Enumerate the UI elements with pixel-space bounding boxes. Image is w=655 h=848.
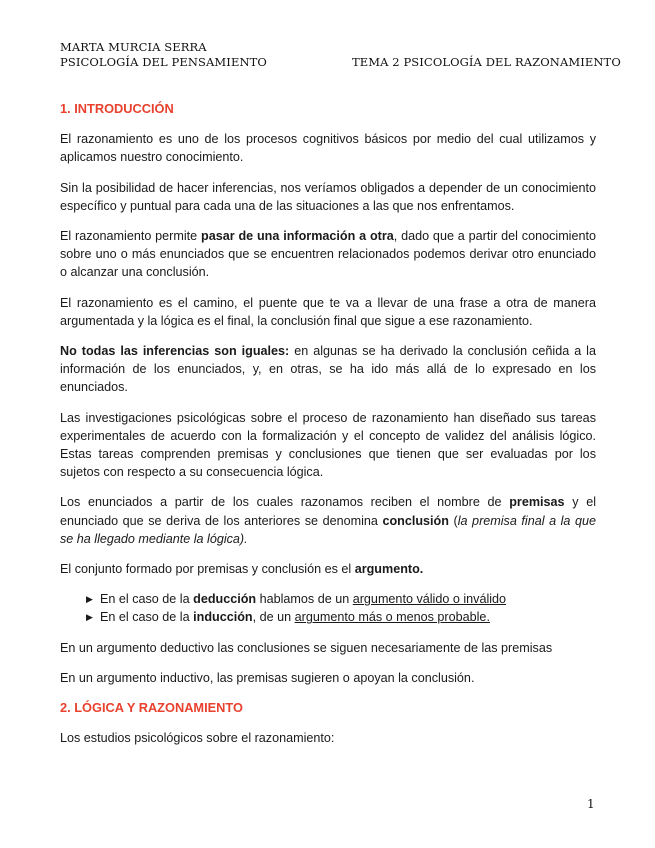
paragraph-text: , dado que a partir del conocimiento sobre uno o más enunciados que se encuentren relacionados podemos derivar otro enunciado o alcanzar una conclusión. bbox=[60, 229, 596, 280]
list-item-text: hablamos de un bbox=[256, 592, 353, 607]
bold-text: argumento. bbox=[354, 562, 424, 577]
paragraph-text: En un argumento deductivo las conclusiones se siguen necesariamente de las premisas bbox=[60, 640, 553, 655]
paragraph-text: El razonamiento es el camino, el puente que te va a llevar de una frase a otra de manera argumentada y la lógica es el final, la conclusión final que sigue a ese razonamiento. bbox=[60, 295, 596, 328]
bold-text: No todas las inferencias son iguales: bbox=[60, 344, 290, 359]
section-heading-logica: 2. LÓGICA Y RAZONAMIENTO bbox=[60, 700, 243, 716]
paragraph bbox=[60, 179, 596, 215]
header-author: MARTA MURCIA SERRA bbox=[60, 40, 207, 54]
paragraph-text: y el enunciado que se deriva de los anteriores se denomina bbox=[60, 495, 596, 528]
underlined-text: argumento válido o inválido bbox=[352, 592, 507, 607]
bold-text: pasar de una información a otra bbox=[201, 229, 394, 244]
paragraph-text: El razonamiento permite bbox=[60, 229, 202, 244]
paragraph-text: Las investigaciones psicológicas sobre el proceso de razonamiento han diseñado sus tareas experimentales de acuerdo con la formalización y el concepto de validez del análisis lógico. Estas tareas comprenden premisas y conclusiones que tienen que ser evaluadas por los sujetos con respecto a su consecuencia lógica. bbox=[60, 410, 596, 480]
header-topic: TEMA 2 PSICOLOGÍA DEL RAZONAMIENTO bbox=[352, 55, 621, 69]
list-item-text: En el caso de la bbox=[100, 592, 194, 607]
list-item bbox=[86, 590, 596, 608]
paragraph bbox=[60, 560, 596, 578]
italic-text: la premisa final a la que se ha llegado mediante la lógica). bbox=[60, 513, 596, 546]
paragraph-text: Sin la posibilidad de hacer inferencias, nos veríamos obligados a depender de un conocimiento específico y puntual para cada una de las situaciones a las que nos enfrentamos. bbox=[60, 180, 596, 213]
paragraph bbox=[60, 493, 596, 548]
bold-text: conclusión bbox=[382, 513, 449, 528]
paragraph bbox=[60, 669, 596, 687]
list-item-text: , de un bbox=[252, 610, 295, 625]
section-heading-introduccion: 1. INTRODUCCIÓN bbox=[60, 101, 174, 116]
paragraph-text: El conjunto formado por premisas y conclusión es el bbox=[60, 562, 355, 577]
paragraph-text: Los estudios psicológicos sobre el razonamiento: bbox=[60, 731, 335, 746]
paragraph bbox=[60, 729, 596, 747]
triangle-bullet-icon: ▶ bbox=[86, 594, 93, 605]
document-body bbox=[60, 100, 596, 759]
paragraph bbox=[60, 294, 596, 330]
paragraph-text: En un argumento inductivo, las premisas sugieren o apoyan la conclusión. bbox=[60, 670, 475, 685]
bullet-list bbox=[60, 590, 596, 626]
paragraph-text: en algunas se ha derivado la conclusión ceñida a la información de los enunciados, y, en otras, se ha ido más allá de lo expresado en los enunciados. bbox=[60, 344, 596, 395]
paragraph bbox=[60, 130, 596, 166]
paragraph-text: Los enunciados a partir de los cuales razonamos reciben el nombre de bbox=[60, 495, 510, 510]
paragraph-text: El razonamiento es uno de los procesos cognitivos básicos por medio del cual utilizamos y aplicamos nuestro conocimiento. bbox=[60, 132, 596, 165]
bold-text: deducción bbox=[193, 592, 257, 607]
paragraph bbox=[60, 227, 596, 282]
bold-text: premisas bbox=[509, 495, 565, 510]
paragraph bbox=[60, 342, 596, 397]
paragraph bbox=[60, 639, 596, 657]
page-number: 1 bbox=[587, 797, 595, 811]
list-item bbox=[86, 608, 596, 626]
bold-text: inducción bbox=[193, 610, 253, 625]
underlined-text: argumento más o menos probable. bbox=[294, 610, 490, 625]
paragraph bbox=[60, 409, 596, 482]
list-item-text: En el caso de la bbox=[100, 610, 194, 625]
paragraph-text: ( bbox=[448, 513, 458, 528]
triangle-bullet-icon: ▶ bbox=[86, 612, 93, 623]
header-course: PSICOLOGÍA DEL PENSAMIENTO bbox=[60, 55, 267, 69]
